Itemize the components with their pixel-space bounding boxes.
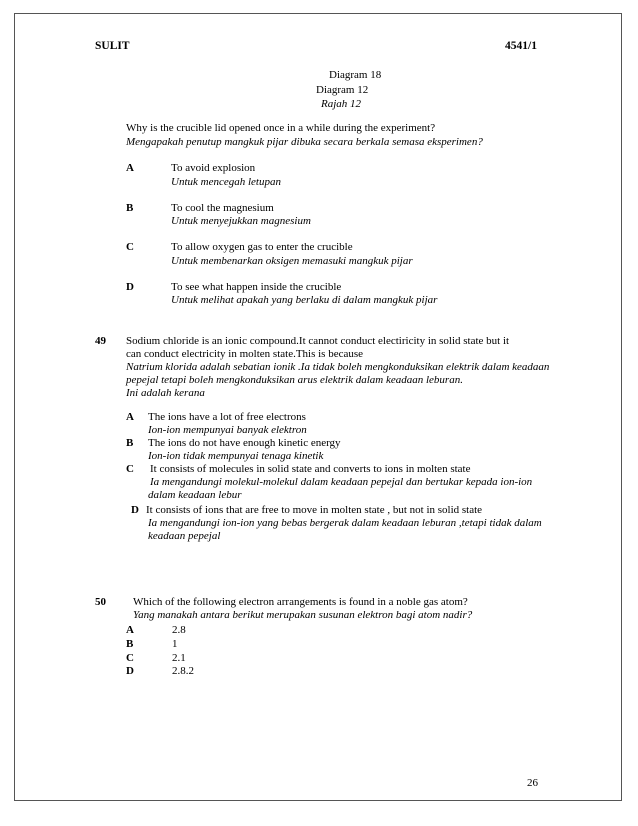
q49-option-ms: Ia mengandungi ion-ion yang bebas bergerak dalam keadaan leburan ,tetapi tidak dalam [148,517,542,529]
q50-option-value: 2.8.2 [172,665,194,677]
q50-option-value: 1 [172,638,178,650]
q48-option-ms: Untuk mencegah letupan [171,176,281,188]
q49-option-ms-cont: keadaan pepejal [148,530,221,542]
q49-question-ms-line: Natrium klorida adalah sebatian ionik .Ia tidak boleh mengkonduksikan elektrik dalam keadaan [126,361,550,373]
page-number: 26 [527,777,538,789]
q49-number: 49 [95,335,106,347]
q50-number: 50 [95,596,106,608]
q48-option-letter: B [126,202,134,214]
q48-option-en: To cool the magnesium [171,202,274,214]
q49-question-en-line: can conduct electricity in molten state.This is because [126,348,364,360]
caption-diagram-12: Diagram 12 [316,84,369,96]
caption-rajah-12: Rajah 12 [321,98,362,110]
q49-option-letter: B [126,437,134,449]
q49-option-en: It consists of molecules in solid state and converts to ions in molten state [150,463,471,475]
q49-question-en-line: Sodium chloride is an ionic compound.It cannot conduct electiricity in solid state but it [126,335,510,347]
caption-diagram-18: Diagram 18 [329,69,382,81]
q50-option-letter: C [126,652,134,664]
q50-question-ms: Yang manakah antara berikut merupakan susunan elektron bagi atom nadir? [133,609,473,621]
q49-option-letter: C [126,463,134,475]
q48-option-en: To allow oxygen gas to enter the crucible [171,241,353,253]
q49-question-ms-line: Ini adalah kerana [126,387,205,399]
q49-option-ms: Ion-ion tidak mempunyai tenaga kinetik [148,450,324,462]
q49-option-letter: D [131,504,139,516]
header-sulit: SULIT [95,40,130,52]
q48-option-letter: A [126,162,134,174]
q49-option-letter: A [126,411,134,423]
q49-question-ms-line: pepejal tetapi boleh mengkonduksikan arus elektrik dalam keadaan leburan. [126,374,463,386]
q49-option-ms: Ion-ion mempunyai banyak elektron [148,424,307,436]
q49-option-en: The ions have a lot of free electrons [148,411,306,423]
q50-option-letter: B [126,638,134,650]
q48-option-ms: Untuk menyejukkan magnesium [171,215,311,227]
q48-question-en: Why is the crucible lid opened once in a while during the experiment? [126,122,436,134]
q48-question-ms: Mengapakah penutup mangkuk pijar dibuka secara berkala semasa eksperimen? [126,136,483,148]
q49-option-en: It consists of ions that are free to move in molten state , but not in solid state [146,504,483,516]
q49-option-ms: Ia mengandungi molekul-molekul dalam keadaan pepejal dan bertukar kepada ion-ion [150,476,533,488]
q48-option-letter: C [126,241,134,253]
q49-option-en: The ions do not have enough kinetic energy [148,437,341,449]
header-code: 4541/1 [505,40,537,52]
q48-option-letter: D [126,281,134,293]
q48-option-ms: Untuk melihat apakah yang berlaku di dalam mangkuk pijar [171,294,438,306]
q50-option-letter: A [126,624,134,636]
q50-option-value: 2.8 [172,624,186,636]
q50-option-value: 2.1 [172,652,186,664]
q50-option-letter: D [126,665,134,677]
q50-question-en: Which of the following electron arrangements is found in a noble gas atom? [133,596,468,608]
q48-option-ms: Untuk membenarkan oksigen memasuki mangkuk pijar [171,255,413,267]
q48-option-en: To avoid explosion [171,162,256,174]
q49-option-ms-cont: dalam keadaan lebur [148,489,242,501]
q48-option-en: To see what happen inside the crucible [171,281,342,293]
